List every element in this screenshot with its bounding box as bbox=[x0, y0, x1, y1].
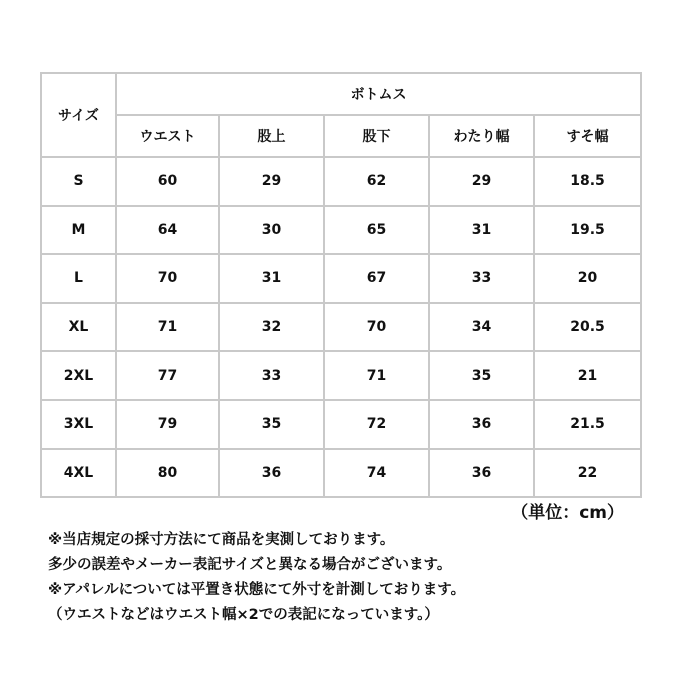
table-row bbox=[41, 351, 641, 400]
value-cell: 71 bbox=[324, 351, 429, 400]
size-cell: S bbox=[41, 157, 116, 206]
value-cell: 72 bbox=[324, 400, 429, 449]
value-cell: 31 bbox=[219, 254, 324, 303]
column-header: ウエスト bbox=[116, 115, 219, 157]
value-cell: 36 bbox=[219, 449, 324, 498]
value-cell: 65 bbox=[324, 206, 429, 255]
note-line: ※アパレルについては平置き状態にて外寸を計測しております。 bbox=[48, 582, 466, 598]
note-line: 多少の誤差やメーカー表記サイズと異なる場合がございます。 bbox=[48, 557, 452, 573]
value-cell: 21 bbox=[534, 351, 641, 400]
unit-label: （単位：cm） bbox=[511, 503, 624, 523]
value-cell: 20.5 bbox=[534, 303, 641, 352]
value-cell: 71 bbox=[116, 303, 219, 352]
table-row bbox=[41, 157, 641, 206]
column-header: 股上 bbox=[219, 115, 324, 157]
table-row bbox=[41, 303, 641, 352]
value-cell: 34 bbox=[429, 303, 534, 352]
size-cell: 3XL bbox=[41, 400, 116, 449]
size-cell: M bbox=[41, 206, 116, 255]
value-cell: 19.5 bbox=[534, 206, 641, 255]
size-cell: 2XL bbox=[41, 351, 116, 400]
value-cell: 64 bbox=[116, 206, 219, 255]
value-cell: 33 bbox=[429, 254, 534, 303]
value-cell: 80 bbox=[116, 449, 219, 498]
value-cell: 74 bbox=[324, 449, 429, 498]
size-cell: XL bbox=[41, 303, 116, 352]
header-row-group bbox=[41, 73, 641, 115]
value-cell: 35 bbox=[429, 351, 534, 400]
column-header: 股下 bbox=[324, 115, 429, 157]
size-cell: L bbox=[41, 254, 116, 303]
value-cell: 21.5 bbox=[534, 400, 641, 449]
table-row bbox=[41, 254, 641, 303]
column-header: すそ幅 bbox=[534, 115, 641, 157]
value-cell: 70 bbox=[116, 254, 219, 303]
table-row bbox=[41, 400, 641, 449]
notes bbox=[48, 528, 465, 628]
bottoms-group-header: ボトムス bbox=[116, 73, 641, 115]
value-cell: 36 bbox=[429, 449, 534, 498]
value-cell: 30 bbox=[219, 206, 324, 255]
table-row bbox=[41, 206, 641, 255]
value-cell: 33 bbox=[219, 351, 324, 400]
value-cell: 62 bbox=[324, 157, 429, 206]
value-cell: 18.5 bbox=[534, 157, 641, 206]
value-cell: 60 bbox=[116, 157, 219, 206]
value-cell: 77 bbox=[116, 351, 219, 400]
value-cell: 79 bbox=[116, 400, 219, 449]
value-cell: 32 bbox=[219, 303, 324, 352]
column-header: わたり幅 bbox=[429, 115, 534, 157]
note-line: （ウエストなどはウエスト幅×2での表記になっています。） bbox=[48, 607, 439, 623]
value-cell: 35 bbox=[219, 400, 324, 449]
header-row-columns bbox=[41, 115, 641, 157]
value-cell: 36 bbox=[429, 400, 534, 449]
value-cell: 29 bbox=[219, 157, 324, 206]
size-cell: 4XL bbox=[41, 449, 116, 498]
size-header: サイズ bbox=[41, 73, 116, 157]
value-cell: 29 bbox=[429, 157, 534, 206]
table-row bbox=[41, 449, 641, 498]
value-cell: 22 bbox=[534, 449, 641, 498]
value-cell: 70 bbox=[324, 303, 429, 352]
value-cell: 20 bbox=[534, 254, 641, 303]
value-cell: 31 bbox=[429, 206, 534, 255]
value-cell: 67 bbox=[324, 254, 429, 303]
note-line: ※当店規定の採寸方法にて商品を実測しております。 bbox=[48, 532, 395, 548]
size-chart-table bbox=[40, 72, 642, 498]
